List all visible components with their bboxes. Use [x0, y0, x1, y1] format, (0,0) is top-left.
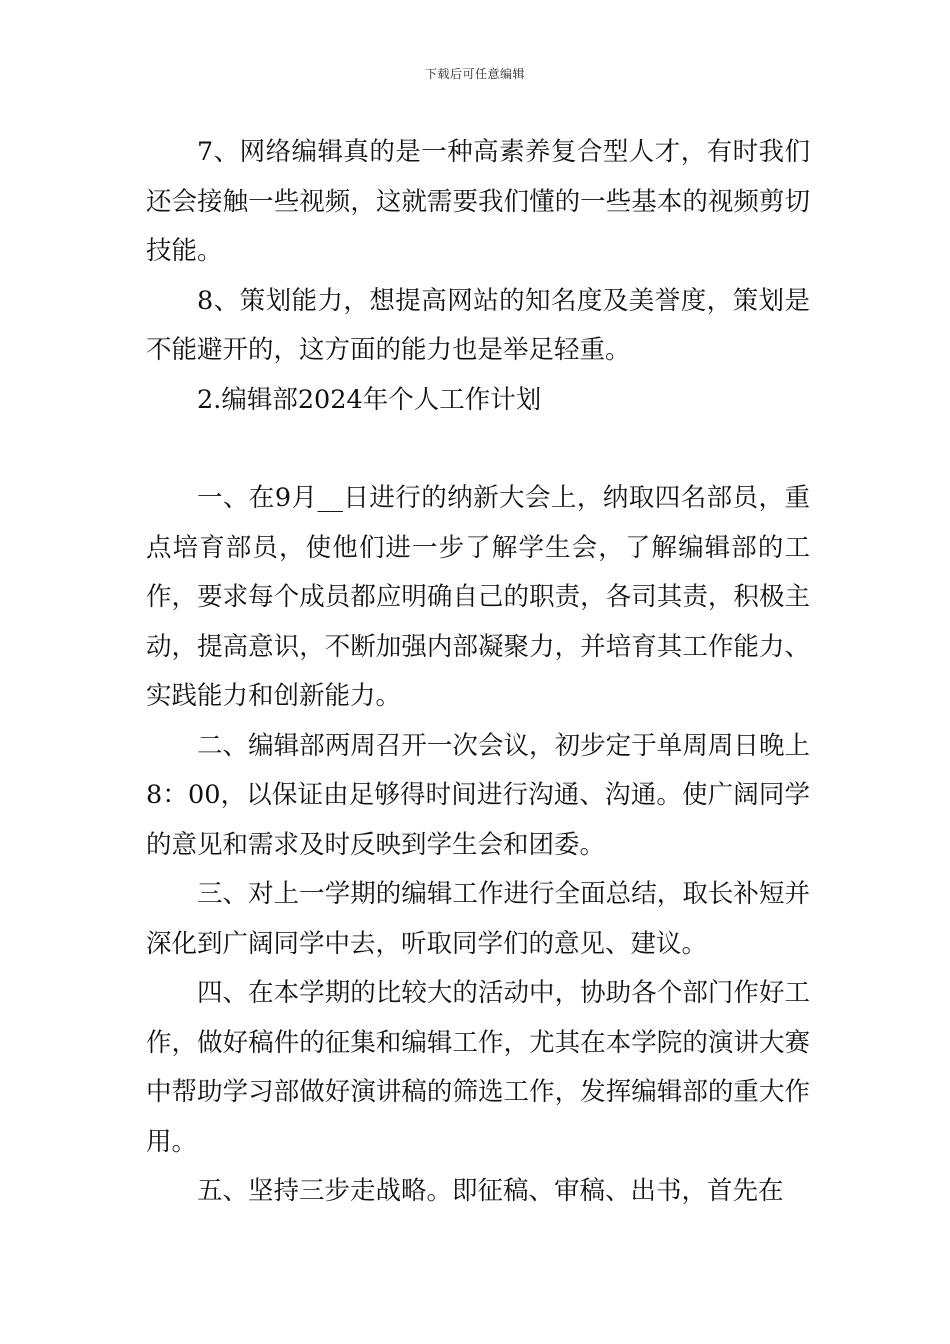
section-title: 2.编辑部2024年个人工作计划	[197, 384, 542, 415]
page-header: 下载后可任意编辑	[424, 67, 525, 81]
paragraph-item-8: 8、策划能力，想提高网站的知名度及美誉度，策划是不能避开的，这方面的能力也是举足轻重。	[146, 285, 810, 365]
blank-line	[146, 425, 810, 474]
paragraph-plan-4: 四、在本学期的比较大的活动中，协助各个部门作好工作，做好稿件的征集和编辑工作，尤其在本学院的演讲大赛中帮助学习部做好演讲稿的筛选工作，发挥编辑部的重大作用。	[146, 978, 810, 1157]
document-body	[146, 128, 810, 1217]
paragraph-plan-3: 三、对上一学期的编辑工作进行全面总结，取长补短并深化到广阔同学中去，听取同学们的意见、建议。	[146, 879, 810, 959]
paragraph-plan-2: 二、编辑部两周召开一次会议，初步定于单周周日晚上8：00，以保证由足够得时间进行沟通、沟通。使广阔同学的意见和需求及时反映到学生会和团委。	[146, 730, 810, 860]
paragraph-item-7: 7、网络编辑真的是一种高素养复合型人才，有时我们还会接触一些视频，这就需要我们懂的一些基本的视频剪切技能。	[146, 137, 810, 266]
paragraph-plan-5: 五、坚持三步走战略。即征稿、审稿、出书，首先在	[197, 1176, 784, 1206]
paragraph-plan-1: 一、在9月__日进行的纳新大会上，纳取四名部员，重点培育部员，使他们进一步了解学生会，了解编辑部的工作，要求每个成员都应明确自己的职责，各司其责，积极主动，提高意识，不断加强内部凝聚力，并培育其工作能力、实践能力和创新能力。	[146, 483, 810, 711]
